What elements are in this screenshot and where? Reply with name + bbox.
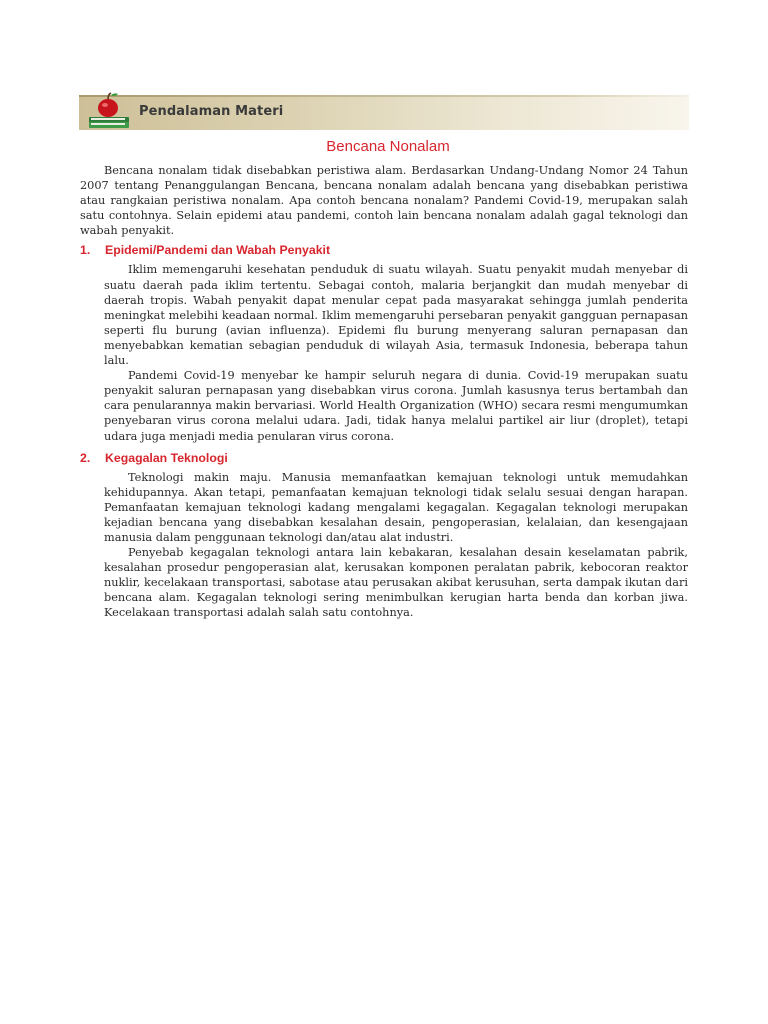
paragraph: Penyebab kegagalan teknologi antara lain kebakaran, kesalahan desain keselamatan pabrik, kesalahan prosedur pengoperasian alat, kerusakan komponen peralatan pabrik, kebocoran reaktor nuklir, kecelakaan transportasi, sabotase atau perusakan akibat kerusuhan, serta dampak ikutan dari bencana alam. Kegagalan teknologi sering menimbulkan kerugian harta benda dan korban jiwa. Kecelakaan transportasi adalah salah satu contohnya.: [104, 546, 688, 620]
section-heading: 2. Kegagalan Teknologi: [80, 450, 228, 465]
paragraph: Iklim memengaruhi kesehatan penduduk di suatu wilayah. Suatu penyakit mudah menyebar di suatu daerah pada iklim tertentu. Sebagai contoh, malaria berjangkit dan mudah menyebar di daerah tropis. Wabah penyakit dapat menular cepat pada masyarakat sehingga jumlah penderita meningkat melebihi keadaan normal. Iklim memengaruhi persebaran penyakit gangguan pernapasan seperti flu burung (avian influenza). Epidemi flu burung menyerang saluran pernapasan dan menyebabkan kematian sebagian penduduk di wilayah Asia, termasuk Indonesia, beberapa tahun lalu.: [104, 263, 688, 368]
paragraph: Pandemi Covid-19 menyebar ke hampir seluruh negara di dunia. Covid-19 merupakan suatu penyakit saluran pernapasan yang disebabkan virus corona. Jumlah kasusnya terus bertambah dan cara penularannya makin bervariasi. World Health Organization (WHO) secara resmi mengumumkan penyebaran virus corona melalui udara. Jadi, tidak hanya melalui partikel air liur (droplet), tetapi udara juga menjadi media penularan virus corona.: [104, 369, 688, 443]
banner-divider: [79, 95, 689, 97]
paragraph: Teknologi makin maju. Manusia memanfaatkan kemajuan teknologi untuk memudahkan kehidupannya. Akan tetapi, pemanfaatan kemajuan teknologi tidak selalu sesuai dengan harapan. Pemanfaatan kemajuan teknologi kadang mengalami kegagalan. Kegagalan teknologi merupakan kejadian bencana yang disebabkan kesalahan desain, pengoperasian, kelalaian, dan kesengajaan manusia dalam penggunaan teknologi dan/atau alat industri.: [104, 470, 688, 544]
document-body: [80, 163, 688, 627]
apple-on-books-icon: [86, 88, 132, 130]
section-epidemi: [80, 242, 688, 443]
section-heading: 1. Epidemi/Pandemi dan Wabah Penyakit: [80, 243, 331, 258]
intro-paragraph: Bencana nonalam tidak disebabkan peristiwa alam. Berdasarkan Undang-Undang Nomor 24 Tahun 2007 tentang Penanggulangan Bencana, bencana nonalam adalah bencana yang disebabkan peristiwa atau rangkaian peristiwa nonalam. Apa contoh bencana nonalam? Pandemi Covid-19, merupakan salah satu contohnya. Selain epidemi atau pandemi, contoh lain bencana nonalam adalah gagal teknologi dan wabah penyakit.: [80, 164, 688, 238]
section-kegagalan-teknologi: [80, 450, 688, 621]
page-title: Bencana Nonalam: [326, 138, 450, 155]
banner-title: Pendalaman Materi: [139, 104, 284, 119]
